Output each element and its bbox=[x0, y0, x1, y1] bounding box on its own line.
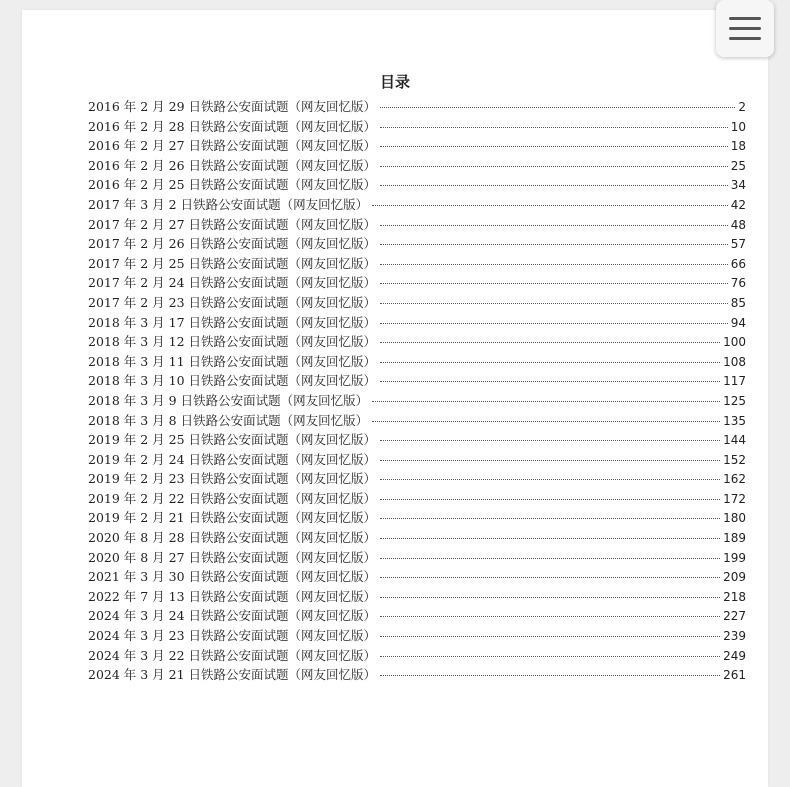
menu-button[interactable] bbox=[716, 0, 774, 57]
toc-entry[interactable] bbox=[88, 528, 746, 548]
toc-entry-page: 144 bbox=[723, 433, 746, 448]
toc-entry-title: 2017 年 2 月 27 日铁路公安面试题（网友回忆版） bbox=[88, 216, 377, 232]
page-title: 目录 bbox=[379, 73, 410, 91]
toc-entry-page: 108 bbox=[723, 354, 746, 369]
toc-entry[interactable] bbox=[88, 332, 746, 352]
toc-entry-title: 2022 年 7 月 13 日铁路公安面试题（网友回忆版） bbox=[88, 588, 377, 604]
toc-leader-dots bbox=[380, 264, 728, 265]
toc-leader-dots bbox=[380, 381, 720, 382]
toc-entry-page: 25 bbox=[730, 158, 746, 173]
toc-leader-dots bbox=[380, 636, 720, 637]
toc-leader-dots bbox=[380, 518, 720, 519]
toc-entry-title: 2016 年 2 月 26 日铁路公安面试题（网友回忆版） bbox=[88, 157, 377, 173]
toc-entry-title: 2017 年 2 月 24 日铁路公安面试题（网友回忆版） bbox=[88, 275, 377, 291]
toc-entry[interactable] bbox=[88, 254, 746, 274]
toc-entry-page: 218 bbox=[723, 589, 746, 604]
toc-entry-page: 125 bbox=[723, 393, 746, 408]
toc-leader-dots bbox=[380, 597, 720, 598]
toc-entry-page: 162 bbox=[723, 472, 746, 487]
toc-leader-dots bbox=[372, 401, 720, 402]
toc-entry-title: 2017 年 2 月 25 日铁路公安面试题（网友回忆版） bbox=[88, 255, 377, 271]
toc-entry-title: 2018 年 3 月 12 日铁路公安面试题（网友回忆版） bbox=[88, 334, 377, 350]
toc-leader-dots bbox=[380, 166, 728, 167]
toc-leader-dots bbox=[372, 421, 720, 422]
toc-entry-title: 2020 年 8 月 28 日铁路公安面试题（网友回忆版） bbox=[88, 530, 377, 546]
toc-entry[interactable] bbox=[88, 234, 746, 254]
toc-entry-page: 117 bbox=[723, 374, 746, 389]
toc-entry[interactable] bbox=[88, 587, 746, 607]
toc-entry-title: 2017 年 2 月 23 日铁路公安面试题（网友回忆版） bbox=[88, 294, 377, 310]
toc-entry-page: 42 bbox=[730, 197, 746, 212]
toc-entry[interactable] bbox=[88, 352, 746, 372]
toc-entry-page: 76 bbox=[730, 276, 746, 291]
toc-entry-page: 48 bbox=[730, 217, 746, 232]
toc-entry[interactable] bbox=[88, 567, 746, 587]
toc-leader-dots bbox=[380, 616, 720, 617]
toc-entry-page: 180 bbox=[723, 511, 746, 526]
toc-entry-page: 94 bbox=[730, 315, 746, 330]
toc-entry-page: 57 bbox=[730, 237, 746, 252]
toc-entry[interactable] bbox=[88, 646, 746, 666]
toc-entry-title: 2016 年 2 月 28 日铁路公安面试题（网友回忆版） bbox=[88, 118, 377, 134]
toc-entry-title: 2018 年 3 月 10 日铁路公安面试题（网友回忆版） bbox=[88, 373, 377, 389]
toc-leader-dots bbox=[380, 323, 728, 324]
toc-leader-dots bbox=[380, 479, 720, 480]
toc-entry[interactable] bbox=[88, 371, 746, 391]
toc-entry-title: 2019 年 2 月 25 日铁路公安面试题（网友回忆版） bbox=[88, 432, 377, 448]
toc-leader-dots bbox=[380, 146, 728, 147]
toc-entry[interactable] bbox=[88, 273, 746, 293]
toc-leader-dots bbox=[372, 205, 728, 206]
toc-entry[interactable] bbox=[88, 136, 746, 156]
toc-entry[interactable] bbox=[88, 508, 746, 528]
toc-leader-dots bbox=[380, 107, 735, 108]
toc-entry[interactable] bbox=[88, 626, 746, 646]
toc-leader-dots bbox=[380, 538, 720, 539]
toc-entry[interactable] bbox=[88, 117, 746, 137]
toc-entry[interactable] bbox=[88, 430, 746, 450]
toc-entry-page: 189 bbox=[723, 531, 746, 546]
toc-entry-title: 2018 年 3 月 8 日铁路公安面试题（网友回忆版） bbox=[88, 412, 369, 428]
toc-entry[interactable] bbox=[88, 293, 746, 313]
toc-entry-page: 209 bbox=[723, 570, 746, 585]
toc-entry[interactable] bbox=[88, 156, 746, 176]
toc-entry[interactable] bbox=[88, 97, 746, 117]
toc-entry-title: 2016 年 2 月 25 日铁路公安面试题（网友回忆版） bbox=[88, 177, 377, 193]
toc-leader-dots bbox=[380, 440, 720, 441]
toc-leader-dots bbox=[380, 185, 728, 186]
toc-entry[interactable] bbox=[88, 450, 746, 470]
toc-entry[interactable] bbox=[88, 548, 746, 568]
toc-entry[interactable] bbox=[88, 215, 746, 235]
toc-leader-dots bbox=[380, 244, 728, 245]
toc-entry-page: 172 bbox=[723, 491, 746, 506]
toc-entry-page: 135 bbox=[723, 413, 746, 428]
toc-entry[interactable] bbox=[88, 489, 746, 509]
toc-entry-title: 2018 年 3 月 9 日铁路公安面试题（网友回忆版） bbox=[88, 392, 369, 408]
toc-leader-dots bbox=[380, 558, 720, 559]
toc-leader-dots bbox=[380, 362, 720, 363]
toc-entry-title: 2017 年 3 月 2 日铁路公安面试题（网友回忆版） bbox=[88, 196, 369, 212]
toc-entry-title: 2016 年 2 月 29 日铁路公安面试题（网友回忆版） bbox=[88, 99, 377, 114]
toc-leader-dots bbox=[380, 460, 720, 461]
toc-entry-title: 2021 年 3 月 30 日铁路公安面试题（网友回忆版） bbox=[88, 569, 377, 585]
toc-entry-page: 239 bbox=[723, 629, 746, 644]
toc-entry[interactable] bbox=[88, 175, 746, 195]
toc-leader-dots bbox=[380, 675, 720, 676]
toc-entry-title: 2016 年 2 月 27 日铁路公安面试题（网友回忆版） bbox=[88, 138, 377, 154]
toc-leader-dots bbox=[380, 127, 728, 128]
toc-leader-dots bbox=[380, 225, 728, 226]
toc-leader-dots bbox=[380, 656, 720, 657]
toc-entry-page: 199 bbox=[723, 550, 746, 565]
toc-entry-page: 10 bbox=[730, 119, 746, 134]
toc-entry[interactable] bbox=[88, 469, 746, 489]
toc-entry-title: 2024 年 3 月 21 日铁路公安面试题（网友回忆版） bbox=[88, 667, 377, 683]
toc-leader-dots bbox=[380, 303, 728, 304]
toc-entry-title: 2019 年 2 月 23 日铁路公安面试题（网友回忆版） bbox=[88, 471, 377, 487]
toc-entry-title: 2019 年 2 月 21 日铁路公安面试题（网友回忆版） bbox=[88, 510, 377, 526]
toc-entry-page: 152 bbox=[723, 452, 746, 467]
toc-entry-title: 2018 年 3 月 11 日铁路公安面试题（网友回忆版） bbox=[88, 353, 377, 369]
toc-entry-page: 249 bbox=[723, 648, 746, 663]
toc-entry-page: 2 bbox=[738, 100, 746, 114]
toc-entry[interactable] bbox=[88, 313, 746, 333]
toc-entry-title: 2017 年 2 月 26 日铁路公安面试题（网友回忆版） bbox=[88, 236, 377, 252]
toc-entry-title: 2024 年 3 月 24 日铁路公安面试题（网友回忆版） bbox=[88, 608, 377, 624]
toc-leader-dots bbox=[380, 342, 720, 343]
toc-entry-page: 85 bbox=[730, 295, 746, 310]
toc-entry-page: 66 bbox=[730, 256, 746, 271]
toc-entry[interactable] bbox=[88, 195, 746, 215]
toc-entry-page: 227 bbox=[723, 609, 746, 624]
toc-entry-title: 2020 年 8 月 27 日铁路公安面试题（网友回忆版） bbox=[88, 549, 377, 565]
toc-entry[interactable] bbox=[88, 606, 746, 626]
toc-entry[interactable] bbox=[88, 665, 746, 685]
document-page bbox=[22, 10, 768, 787]
toc-list bbox=[88, 97, 746, 685]
toc-leader-dots bbox=[380, 577, 720, 578]
toc-entry-title: 2019 年 2 月 24 日铁路公安面试题（网友回忆版） bbox=[88, 451, 377, 467]
toc-leader-dots bbox=[380, 499, 720, 500]
hamburger-menu-icon bbox=[729, 17, 761, 40]
toc-entry-title: 2024 年 3 月 23 日铁路公安面试题（网友回忆版） bbox=[88, 628, 377, 644]
toc-entry-title: 2024 年 3 月 22 日铁路公安面试题（网友回忆版） bbox=[88, 647, 377, 663]
toc-entry-title: 2019 年 2 月 22 日铁路公安面试题（网友回忆版） bbox=[88, 490, 377, 506]
toc-leader-dots bbox=[380, 283, 728, 284]
toc-entry[interactable] bbox=[88, 391, 746, 411]
toc-entry-page: 261 bbox=[723, 668, 746, 683]
toc-entry[interactable] bbox=[88, 411, 746, 431]
toc-entry-title: 2018 年 3 月 17 日铁路公安面试题（网友回忆版） bbox=[88, 314, 377, 330]
toc-entry-page: 18 bbox=[730, 139, 746, 154]
toc-entry-page: 34 bbox=[730, 178, 746, 193]
toc-entry-page: 100 bbox=[723, 335, 746, 350]
